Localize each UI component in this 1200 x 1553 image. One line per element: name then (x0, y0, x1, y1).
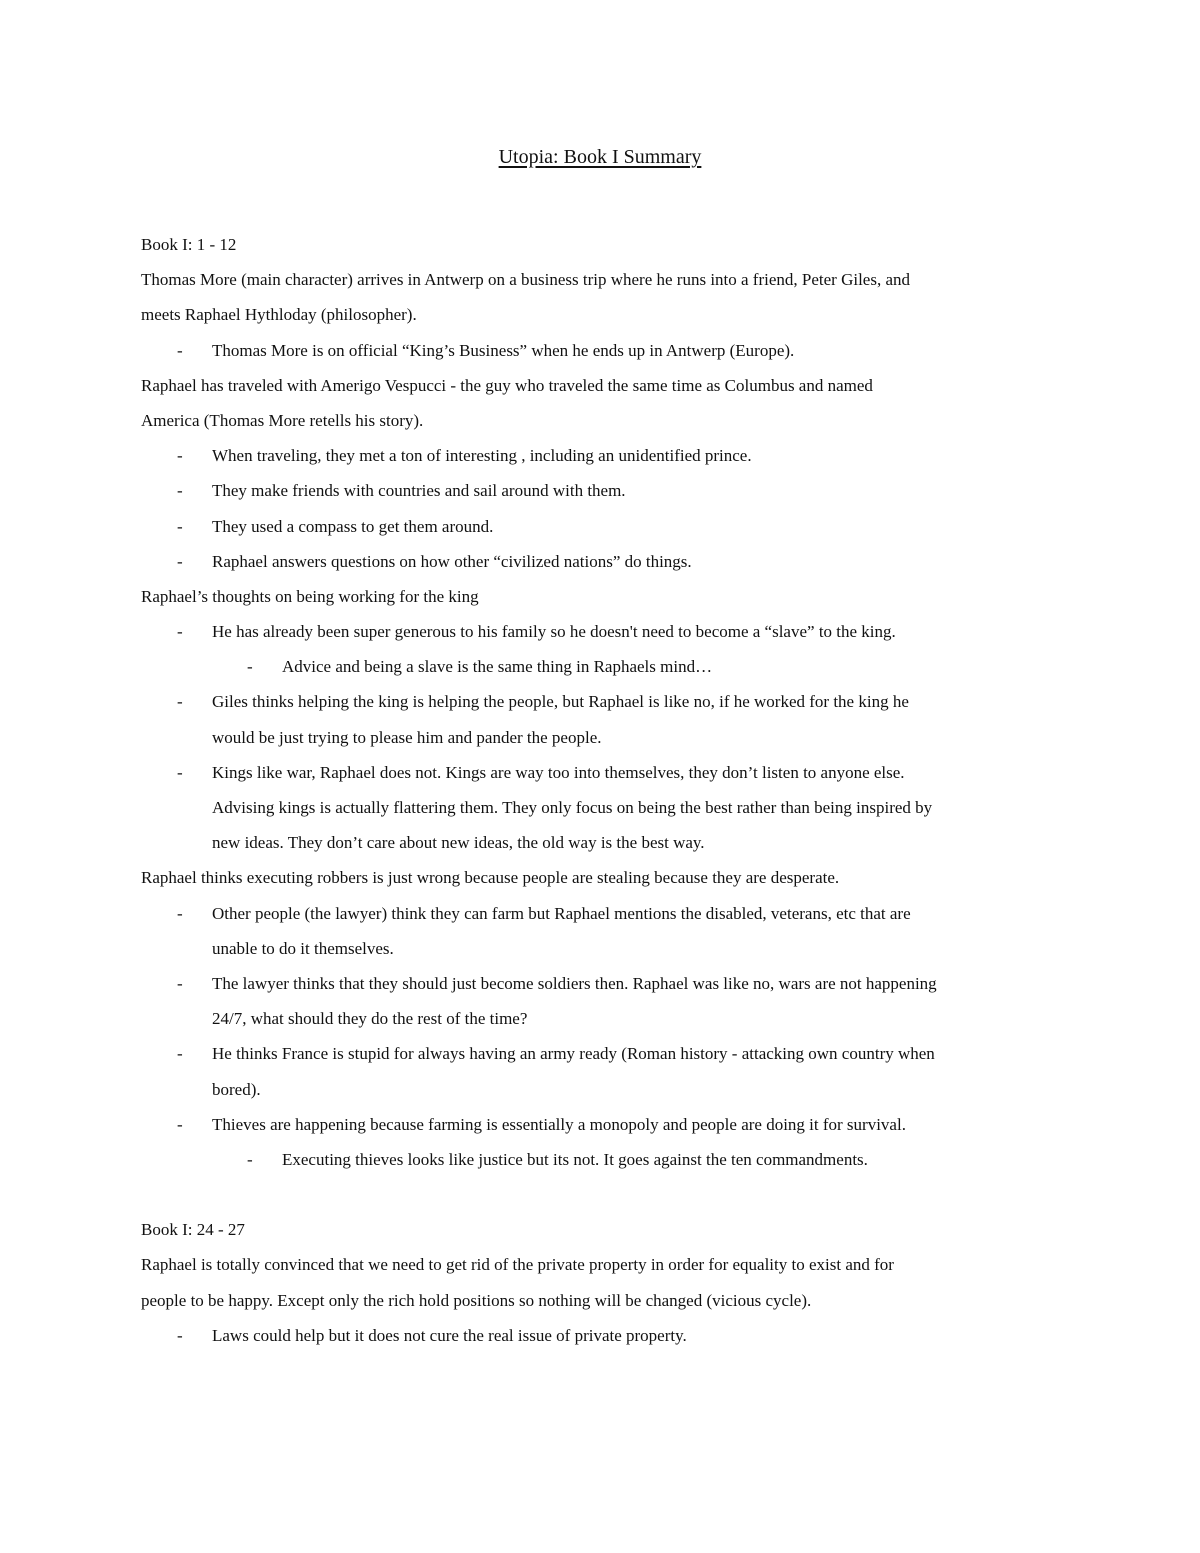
bullet-item (141, 1036, 1061, 1071)
bullet-dash: - (247, 657, 253, 677)
bullet-continuation: Advising kings is actually flattering them. They only focus on being the best rather than being inspired by (212, 798, 933, 817)
bullet-item (141, 438, 1061, 473)
bullet-text: They used a compass to get them around. (212, 516, 494, 536)
section-heading: Book I: 1 - 12 (141, 235, 237, 254)
bullet-dash: - (177, 692, 183, 712)
paragraph-line: Raphael has traveled with Amerigo Vespucci - the guy who traveled the same time as Columbus and named (141, 375, 873, 395)
bullet-continuation: 24/7, what should they do the rest of the time? (212, 1009, 528, 1029)
bullet-continuation: would be just trying to please him and pander the people. (212, 727, 602, 747)
paragraph-line: meets Raphael Hythloday (philosopher). (141, 305, 417, 325)
bullet-dash: - (177, 481, 183, 501)
bullet-item (141, 333, 1061, 368)
bullet-item (141, 614, 1061, 649)
bullet-text: Raphael answers questions on how other “civilized nations” do things. (212, 551, 692, 571)
sub-bullet-item (141, 649, 1061, 684)
blank-line (141, 1177, 1061, 1212)
paragraph-line: people to be happy. Except only the rich hold positions so nothing will be changed (vicious cycle). (141, 1290, 812, 1310)
bullet-text: He has already been super generous to his family so he doesn't need to become a “slave” to the king. (212, 622, 896, 642)
bullet-dash: - (177, 903, 183, 923)
bullet-text: Thieves are happening because farming is essentially a monopoly and people are doing it for survival. (212, 1114, 906, 1134)
bullet-dash: - (177, 973, 183, 993)
bullet-dash: - (177, 1114, 183, 1134)
bullet-text: Other people (the lawyer) think they can farm but Raphael mentions the disabled, veterans, etc that are (212, 903, 911, 923)
bullet-dash: - (177, 1325, 183, 1345)
paragraph-line: Thomas More (main character) arrives in Antwerp on a business trip where he runs into a friend, Peter Giles, and (141, 270, 911, 290)
bullet-text: Advice and being a slave is the same thing in Raphaels mind… (282, 657, 713, 677)
bullet-item (141, 896, 1061, 931)
bullet-item (141, 684, 1061, 719)
paragraph-line: Raphael thinks executing robbers is just wrong because people are stealing because they are desperate. (141, 868, 840, 888)
bullet-dash: - (177, 1044, 183, 1064)
bullet-item (141, 473, 1061, 508)
bullet-text: Kings like war, Raphael does not. Kings are way too into themselves, they don’t listen to anyone else. (212, 762, 905, 782)
bullet-continuation: bored). (212, 1079, 261, 1099)
document-body (141, 227, 1061, 1353)
bullet-dash: - (177, 516, 183, 536)
bullet-text: Thomas More is on official “King’s Business” when he ends up in Antwerp (Europe). (212, 340, 795, 360)
bullet-dash: - (177, 762, 183, 782)
bullet-text: The lawyer thinks that they should just become soldiers then. Raphael was like no, wars are not happening (212, 973, 937, 993)
bullet-dash: - (177, 551, 183, 571)
bullet-item (141, 509, 1061, 544)
bullet-item (141, 1318, 1061, 1353)
bullet-continuation: new ideas. They don’t care about new ideas, the old way is the best way. (212, 833, 705, 853)
bullet-dash: - (177, 446, 183, 466)
sub-bullet-item (141, 1142, 1061, 1177)
bullet-text: Executing thieves looks like justice but its not. It goes against the ten commandments. (282, 1149, 868, 1169)
paragraph-line: Raphael’s thoughts on being working for the king (141, 586, 479, 606)
bullet-item (141, 544, 1061, 579)
bullet-dash: - (177, 340, 183, 360)
bullet-text: He thinks France is stupid for always having an army ready (Roman history - attacking own country when (212, 1044, 935, 1064)
document-title: Utopia: Book I Summary (498, 146, 702, 168)
bullet-dash: - (177, 622, 183, 642)
bullet-continuation: unable to do it themselves. (212, 938, 394, 958)
bullet-item (141, 755, 1061, 790)
bullet-text: When traveling, they met a ton of interesting , including an unidentified prince. (212, 446, 752, 466)
bullet-text: They make friends with countries and sail around with them. (212, 481, 626, 501)
bullet-item (141, 1107, 1061, 1142)
bullet-dash: - (247, 1149, 253, 1169)
paragraph-line: Raphael is totally convinced that we need to get rid of the private property in order for equality to exist and for (141, 1255, 894, 1275)
paragraph-line: America (Thomas More retells his story). (141, 410, 424, 430)
section-heading: Book I: 24 - 27 (141, 1220, 245, 1240)
bullet-text: Laws could help but it does not cure the real issue of private property. (212, 1325, 687, 1345)
bullet-item (141, 966, 1061, 1001)
bullet-text: Giles thinks helping the king is helping the people, but Raphael is like no, if he worked for the king he (212, 692, 909, 712)
